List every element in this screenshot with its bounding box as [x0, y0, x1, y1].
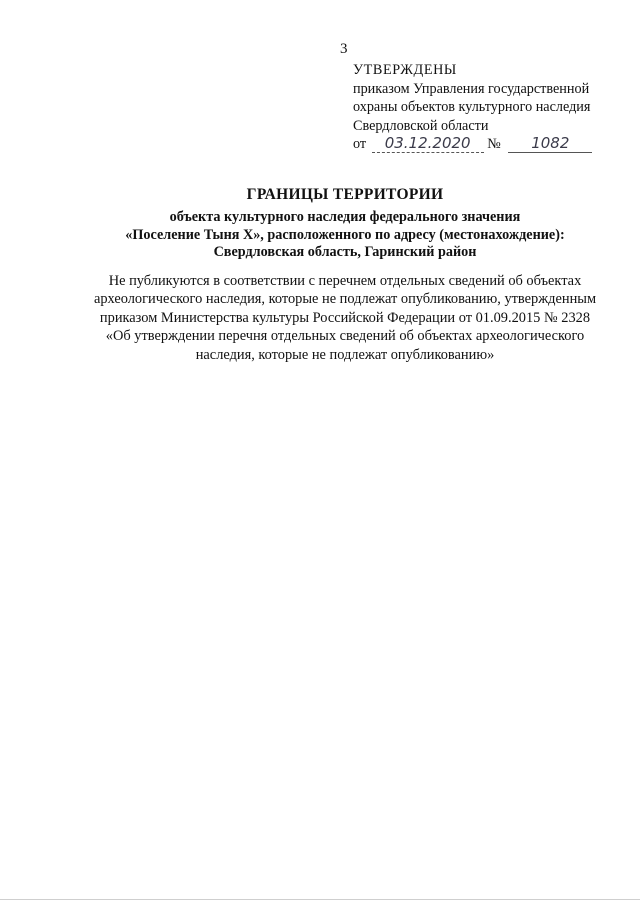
- document-title: [60, 185, 630, 262]
- approval-line: приказом Управления государственной: [353, 80, 590, 97]
- title-main: ГРАНИЦЫ ТЕРРИТОРИИ: [246, 186, 444, 203]
- approval-date-number-row: [353, 135, 633, 155]
- notice-line: «Об утверждении перечня отдельных сведений об объектах археологического: [105, 328, 585, 345]
- approval-heading: УТВЕРЖДЕНЫ: [353, 62, 457, 78]
- approval-line: Свердловской области: [353, 117, 489, 134]
- notice-line: археологического наследия, которые не подлежат опубликованию, утвержденным: [93, 291, 597, 308]
- title-line: Свердловская область, Гаринский район: [213, 244, 477, 260]
- title-line: объекта культурного наследия федерального значения: [169, 209, 521, 225]
- approval-line: охраны объектов культурного наследия: [353, 99, 591, 115]
- approval-stamp: [353, 61, 633, 155]
- notice-line: наследия, которые не подлежат опубликованию»: [195, 346, 495, 363]
- title-line: «Поселение Тыня X», расположенного по адресу (местонахождение):: [125, 226, 565, 243]
- notice-line: приказом Министерства культуры Российской Федерации от 01.09.2015 № 2328: [99, 309, 591, 326]
- number-prefix: №: [487, 136, 501, 152]
- non-publication-notice: [60, 272, 630, 364]
- notice-line: Не публикуются в соответствии с перечнем отдельных сведений об объектах: [108, 273, 582, 289]
- handwritten-order-number: 1082: [508, 135, 592, 153]
- page-bottom-edge: [0, 899, 640, 900]
- handwritten-date: 03.12.2020: [372, 135, 484, 153]
- page-number: 3: [340, 41, 348, 57]
- date-prefix: от: [353, 136, 367, 152]
